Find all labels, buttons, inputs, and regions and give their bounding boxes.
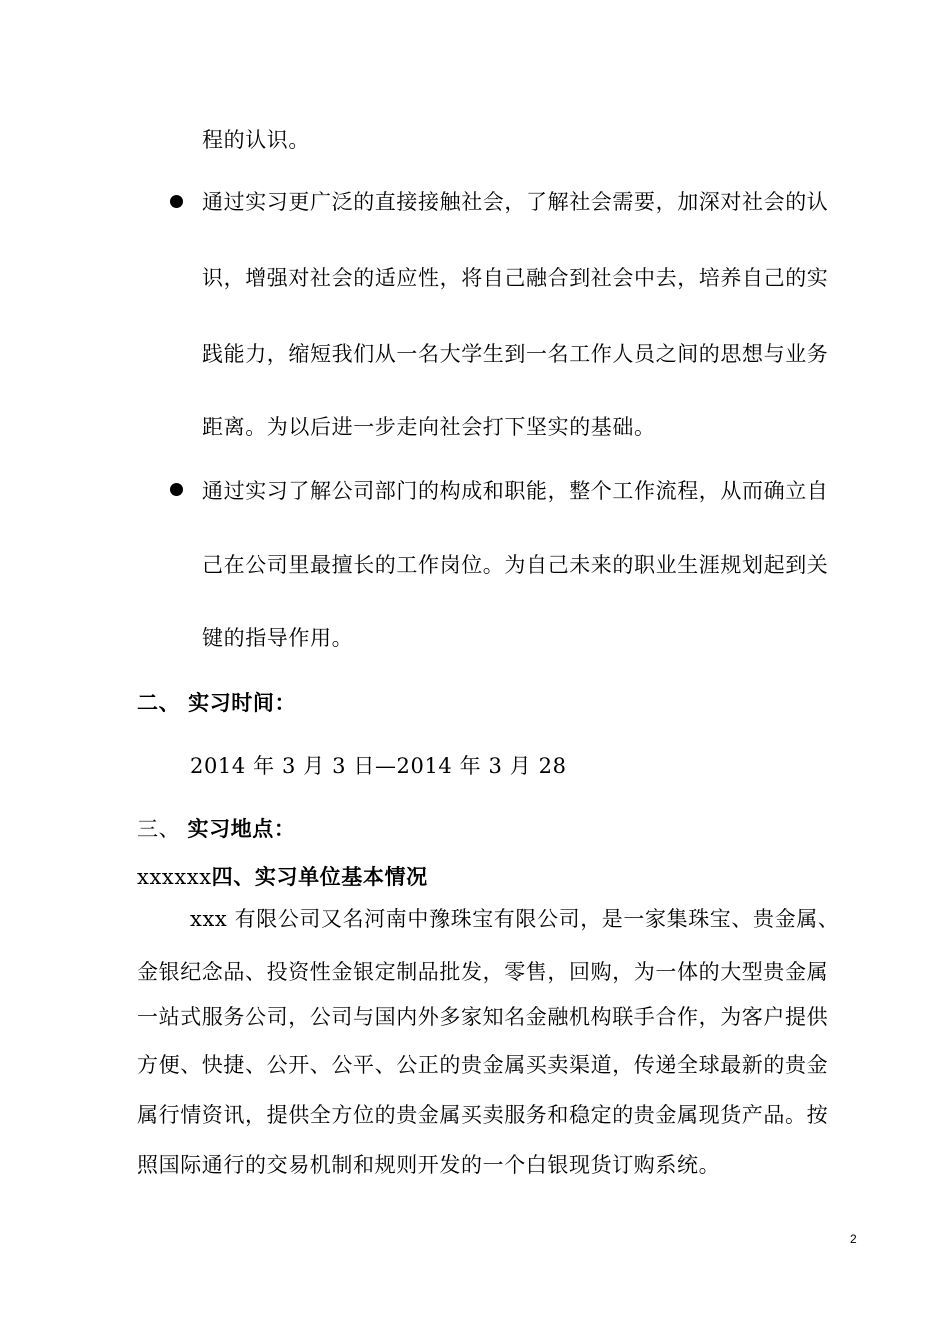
section-4-line-3: 一站式服务公司，公司与国内外多家知名金融机构联手合作，为客户提供 xyxy=(137,1005,829,1029)
section-4-line-2: 金银纪念品、投资性金银定制品批发，零售，回购，为一体的大型贵金属 xyxy=(137,960,829,984)
section-3-heading: 实习地点： xyxy=(187,817,296,841)
section-4-heading: 四、实习单位基本情况 xyxy=(211,865,428,889)
section-3-prefix: 三、 xyxy=(137,817,181,841)
bullet-1-line-4: 距离。为以后进一步走向社会打下坚实的基础。 xyxy=(202,415,656,439)
bullet-dot-icon xyxy=(170,195,183,208)
bullet-2-line-1: 通过实习了解公司部门的构成和职能，整个工作流程，从而确立自 xyxy=(202,479,829,503)
section-4-prefix: xxxxxx xyxy=(137,865,212,889)
bullet-1-line-3: 践能力，缩短我们从一名大学生到一名工作人员之间的思想与业务 xyxy=(202,342,829,366)
bullet-dot-icon xyxy=(170,483,183,496)
section-2-body: 2014 年 3 月 3 日—2014 年 3 月 28 xyxy=(190,754,567,778)
section-2-heading: 二、 实习时间： xyxy=(137,691,297,715)
bullet-2-line-3: 键的指导作用。 xyxy=(202,626,354,650)
bullet-1-line-1: 通过实习更广泛的直接接触社会，了解社会需要，加深对社会的认 xyxy=(202,190,829,214)
continuation-line: 程的认识。 xyxy=(202,128,310,152)
bullet-2-line-2: 己在公司里最擅长的工作岗位。为自己未来的职业生涯规划起到关 xyxy=(202,553,829,577)
section-3-heading-row xyxy=(137,815,295,843)
page-number: 2 xyxy=(850,1232,857,1246)
bullet-1-line-2: 识，增强对社会的适应性，将自己融合到社会中去，培养自己的实 xyxy=(202,266,829,290)
section-4-line-1: xxx 有限公司又名河南中豫珠宝有限公司，是一家集珠宝、贵金属、 xyxy=(190,907,840,931)
section-4-line-6: 照国际通行的交易机制和规则开发的一个白银现货订购系统。 xyxy=(137,1153,721,1177)
section-4-line-5: 属行情资讯，提供全方位的贵金属买卖服务和稳定的贵金属现货产品。按 xyxy=(137,1103,829,1127)
section-4-heading-row xyxy=(137,863,428,891)
section-4-line-4: 方便、快捷、公开、公平、公正的贵金属买卖渠道，传递全球最新的贵金 xyxy=(137,1053,829,1077)
